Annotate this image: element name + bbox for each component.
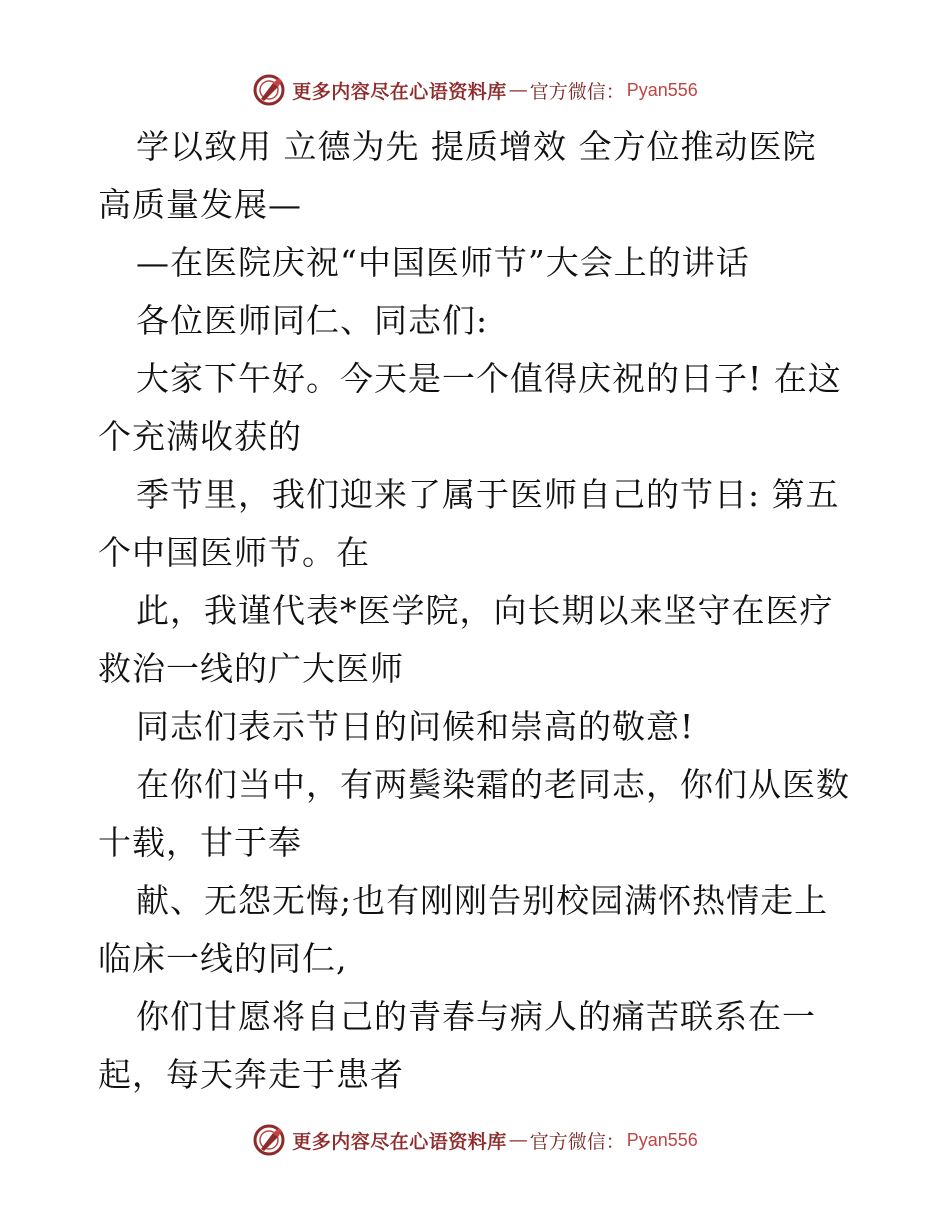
watermark-main-text: 更多内容尽在心语资料库 <box>292 1130 507 1153</box>
text-line: 个充满收获的 <box>98 417 302 456</box>
text-line: 十载，甘于奉 <box>98 823 302 862</box>
text-line: 大家下午好。今天是一个值得庆祝的日子! 在这 <box>136 359 842 398</box>
footer-watermark <box>0 1120 950 1160</box>
watermark-handle: Pyan556 <box>626 1129 698 1150</box>
pen-nib-circle-icon <box>252 1123 286 1157</box>
text-line: 起，每天奔走于患者 <box>98 1055 404 1094</box>
text-line: 救治一线的广大医师 <box>98 649 404 688</box>
text-line: 个中国医师节。在 <box>98 533 370 572</box>
watermark-dash: — <box>508 79 528 101</box>
text-line: —在医院庆祝“中国医师节”大会上的讲话 <box>136 243 750 282</box>
text-line: 季节里，我们迎来了属于医师自己的节日: 第五 <box>136 475 840 514</box>
text-line: 学以致用 立德为先 提质增效 全方位推动医院 <box>136 127 817 166</box>
watermark-sub-text: 官方微信： <box>529 80 625 103</box>
text-line: 在你们当中，有两鬓染霜的老同志，你们从医数 <box>136 765 850 804</box>
text-line: 你们甘愿将自己的青春与病人的痛苦联系在一 <box>136 997 816 1036</box>
text-line: 同志们表示节日的问候和崇高的敬意! <box>136 707 695 746</box>
document-body <box>98 118 860 1104</box>
text-line: 献、无怨无悔;也有刚刚告别校园满怀热情走上 <box>136 881 829 920</box>
watermark-dash: — <box>508 1129 528 1151</box>
text-line: 各位医师同仁、同志们: <box>136 301 489 340</box>
text-line: 高质量发展— <box>98 185 302 224</box>
watermark-main-text: 更多内容尽在心语资料库 <box>292 80 507 103</box>
header-watermark <box>0 70 950 110</box>
text-line: 临床一线的同仁, <box>98 939 348 978</box>
text-line: 此，我谨代表*医学院，向长期以来坚守在医疗 <box>136 591 834 630</box>
pen-nib-circle-icon <box>252 73 286 107</box>
watermark-sub-text: 官方微信： <box>529 1130 625 1153</box>
watermark-handle: Pyan556 <box>626 79 698 100</box>
